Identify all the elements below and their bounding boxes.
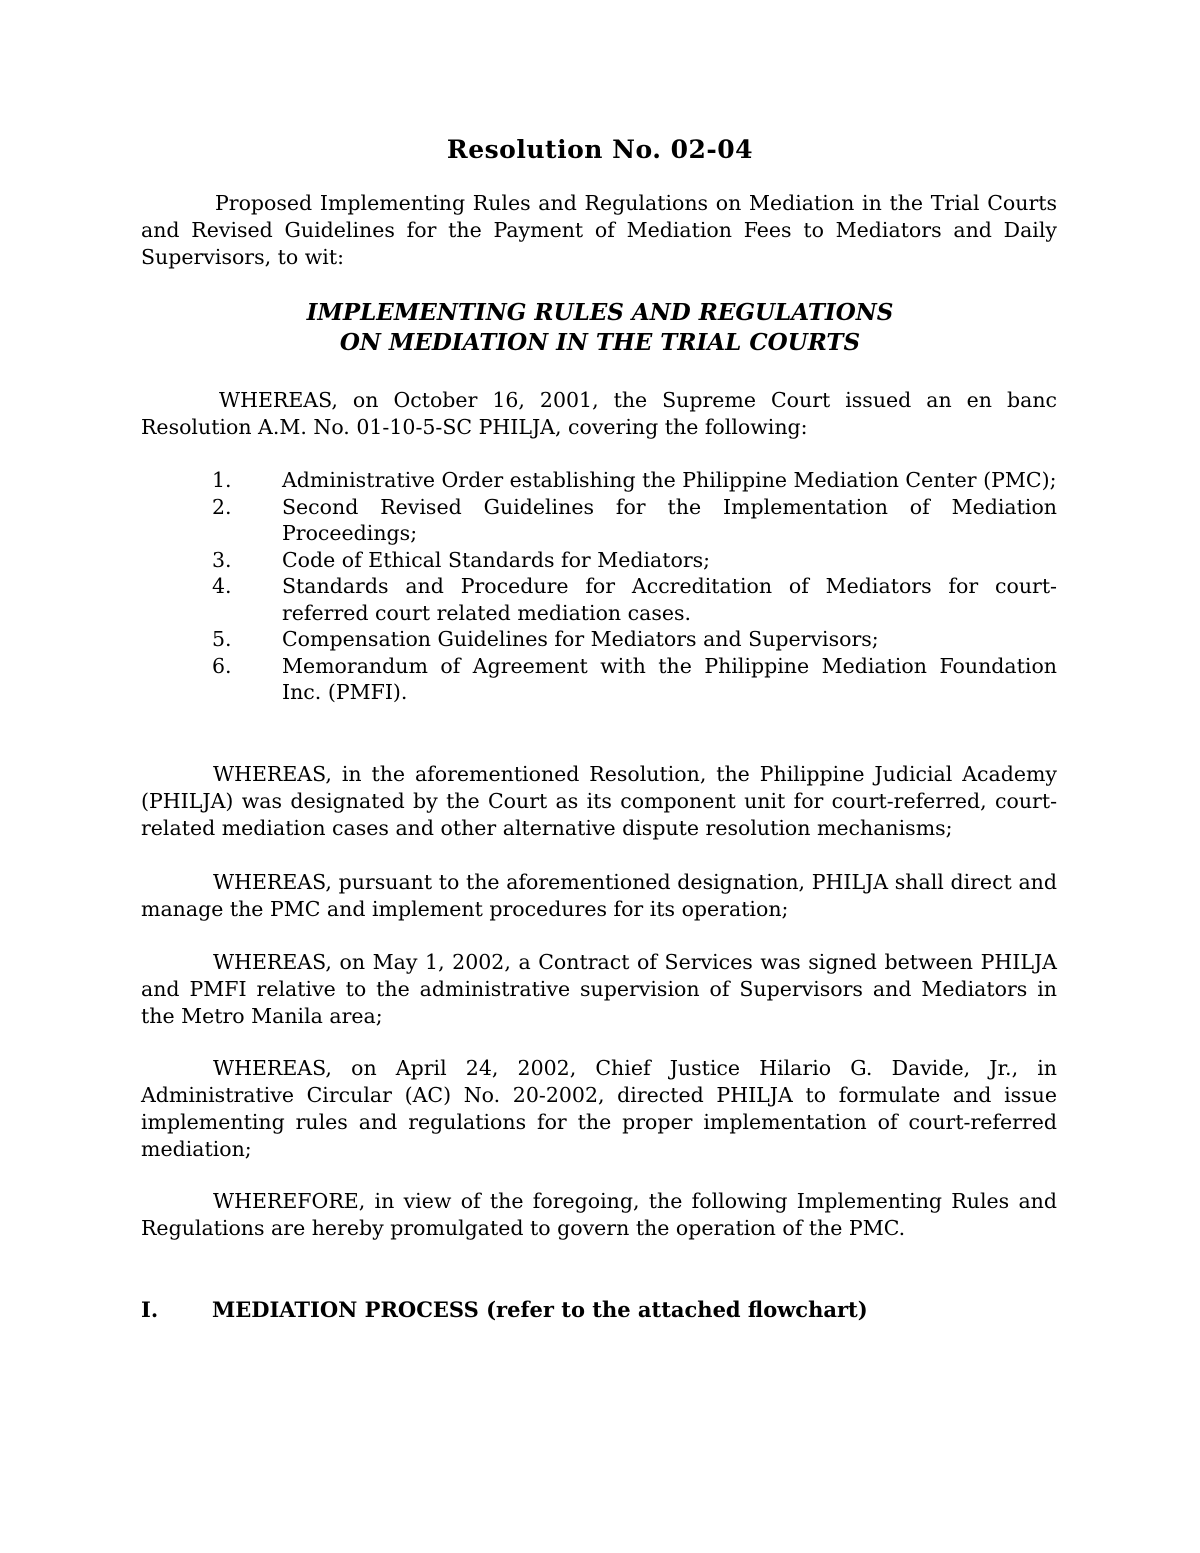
part-heading bbox=[141, 1296, 1057, 1324]
list-item bbox=[212, 573, 1057, 626]
list-item-number: 4. bbox=[212, 574, 232, 598]
list-item-text: Compensation Guidelines for Mediators and Supervisors; bbox=[282, 627, 879, 651]
list-item-text: Standards and Procedure for Accreditation of Mediators for court-referred court related mediation cases. bbox=[282, 574, 1057, 625]
covered-items-list bbox=[212, 467, 1057, 706]
list-item bbox=[212, 467, 1057, 494]
wherefore-paragraph: WHEREFORE, in view of the foregoing, the following Implementing Rules and Regulations are hereby promulgated to govern the operation of the PMC. bbox=[141, 1189, 1057, 1240]
list-item-number: 6. bbox=[212, 653, 232, 678]
list-item-text: Second Revised Guidelines for the Implementation of Mediation Proceedings; bbox=[282, 494, 1057, 545]
part-number: I. bbox=[141, 1297, 159, 1322]
intro-paragraph: Proposed Implementing Rules and Regulations on Mediation in the Trial Courts and Revised Guidelines for the Payment of Mediation Fees to Mediators and Daily Supervisors, to wit: bbox=[141, 191, 1057, 269]
part-title: MEDIATION PROCESS (refer to the attached flowchart) bbox=[212, 1297, 868, 1322]
list-item-number: 2. bbox=[212, 494, 232, 519]
list-item bbox=[212, 547, 1057, 574]
section-heading bbox=[0, 298, 1200, 358]
whereas-paragraph-2: WHEREAS, in the aforementioned Resolution, the Philippine Judicial Academy (PHILJA) was designated by the Court as its component unit for court-referred, court-related mediation cases and other alternative dispute resolution mechanisms; bbox=[141, 762, 1057, 840]
whereas-paragraph-5: WHEREAS, on April 24, 2002, Chief Justice Hilario G. Davide, Jr., in Administrative Circular (AC) No. 20-2002, directed PHILJA to formulate and issue implementing rules and regulations for the proper implementation of court-referred mediation; bbox=[141, 1056, 1057, 1161]
list-item-text: Administrative Order establishing the Philippine Mediation Center (PMC); bbox=[282, 468, 1057, 492]
whereas-paragraph-1: WHEREAS, on October 16, 2001, the Supreme Court issued an en banc Resolution A.M. No. 01-10-5-SC PHILJA, covering the following: bbox=[141, 388, 1057, 439]
list-item-text: Memorandum of Agreement with the Philippine Mediation Foundation Inc. (PMFI). bbox=[282, 653, 1057, 704]
list-item-number: 5. bbox=[212, 627, 232, 651]
list-item-text: Code of Ethical Standards for Mediators; bbox=[282, 547, 711, 572]
list-item bbox=[212, 653, 1057, 706]
section-heading-line-2: ON MEDIATION IN THE TRIAL COURTS bbox=[339, 329, 861, 356]
list-item-number: 1. bbox=[212, 468, 232, 492]
list-item-number: 3. bbox=[212, 547, 232, 572]
whereas-paragraph-3: WHEREAS, pursuant to the aforementioned designation, PHILJA shall direct and manage the PMC and implement procedures for its operation; bbox=[141, 870, 1057, 921]
resolution-title: Resolution No. 02-04 bbox=[446, 135, 754, 164]
whereas-paragraph-4: WHEREAS, on May 1, 2002, a Contract of Services was signed between PHILJA and PMFI relative to the administrative supervision of Supervisors and Mediators in the Metro Manila area; bbox=[141, 950, 1057, 1028]
list-item bbox=[212, 494, 1057, 547]
list-item bbox=[212, 626, 1057, 653]
section-heading-line-1: IMPLEMENTING RULES AND REGULATIONS bbox=[306, 299, 894, 326]
